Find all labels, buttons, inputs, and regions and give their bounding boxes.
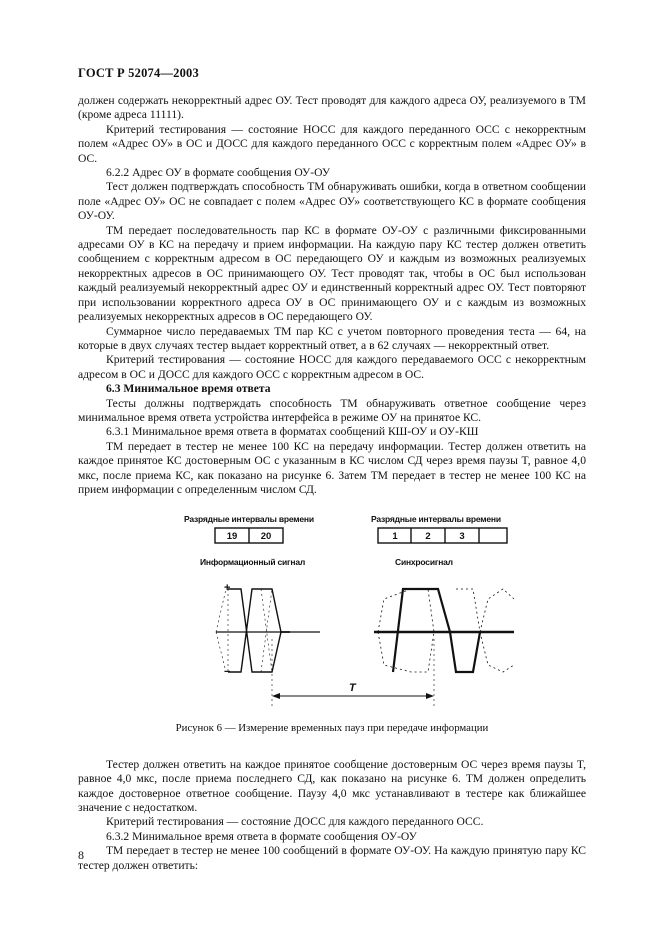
paragraphs-top — [78, 94, 586, 497]
paragraph: ТМ передает в тестер не менее 100 КС на передачу информации. Тестер должен ответить на каждое принятое КС достоверным ОС с указанным в КС числом СД через время паузы T, равное 4,0 мкс, после приема КС, как показано на рисунке 6. Затем ТМ передает в тестер не менее 100 КС на прием информации с определенным числом СД. — [78, 439, 586, 496]
paragraph: 6.3.2 Минимальное время ответа в формате сообщения ОУ-ОУ — [106, 829, 417, 843]
minus-sign: − — [224, 666, 231, 679]
timing-diagram — [78, 509, 586, 717]
cell-20: 20 — [260, 531, 272, 543]
paragraph: ТМ передает последовательность пар КС в формате ОУ-ОУ с различными фиксированными адресами ОУ в КС на передачу и прием информации. На каждую пару КС тестер должен ответить сообщением с корректным адресом в ОС передающего ОУ и каждым из возможных реализуемых некорректных адресов в ОС принимающего ОУ. Тест проводят так, чтобы в ОС был использован каждый реализуемый некорректный адрес ОУ и единственный корректный адрес ОУ. Тест повторяют при использовании корректного адреса ОУ в ОС принимающего ОУ и с каждым из возможных реализуемых некорректных адресов в ОС передающего ОУ. — [78, 223, 586, 324]
paragraph: должен содержать некорректный адрес ОУ. Тест проводят для каждого адреса ОУ, реализуемого в ТМ (кроме адреса 11111). — [78, 94, 586, 122]
page-content — [78, 94, 586, 873]
information-signal-label: Информационный сигнал — [200, 557, 306, 568]
paragraph: 6.3.1 Минимальное время ответа в форматах сообщений КШ-ОУ и ОУ-КШ — [106, 425, 479, 439]
paragraph: Тесты должны подтверждать способность ТМ обнаруживать ответное сообщение через минимальное время ответа устройства интерфейса в режиме ОУ на принятое КС. — [78, 396, 586, 424]
paragraph: Тест должен подтверждать способность ТМ обнаруживать ошибки, когда в ответном сообщении поле «Адрес ОУ» ОС не совпадает с полем «Адрес ОУ» соответствующего КС в формате сообщения ОУ-ОУ. — [78, 180, 586, 223]
cell-1: 1 — [392, 531, 398, 543]
cell-3: 3 — [459, 531, 465, 543]
t-label: T — [349, 682, 356, 695]
paragraph: Критерий тестирования — состояние НОСС для каждого переданного ОСС с некорректным полем «Адрес ОУ» в ОС и ДОСС для каждого переданного ОСС с корректным полем «Адрес ОУ» в ОС. — [78, 122, 586, 165]
figure-caption: Рисунок 6 — Измерение временных пауз при передаче информации — [175, 722, 489, 735]
paragraph: Критерий тестирования — состояние ДОСС для каждого переданного ОСС. — [106, 815, 484, 829]
plus-sign: + — [224, 582, 231, 595]
paragraph: Суммарное число передаваемых ТМ пар КС с учетом повторного проведения теста — 64, на которые в двух случаях тестер выдает корректный ответ, а в 62 случаях — некорректный ответ. — [78, 324, 586, 352]
sync-signal — [378, 589, 514, 672]
paragraph: Критерий тестирования — состояние НОСС для каждого передаваемого ОСС с некорректным адресом в ОС и ДОСС для каждого ОСС с корректным адресом в ОС. — [78, 353, 586, 381]
page-number: 8 — [78, 848, 84, 862]
document-header: ГОСТ Р 52074—2003 — [78, 66, 199, 80]
information-signal — [216, 589, 290, 672]
paragraph: ТМ передает в тестер не менее 100 сообщений в формате ОУ-ОУ. На каждую принятую пару КС тестер должен ответить: — [78, 844, 586, 872]
right-title: Разрядные интервалы времени — [371, 514, 501, 525]
cell-19: 19 — [226, 531, 238, 543]
paragraphs-bottom — [78, 758, 586, 873]
sync-signal-label: Синхросигнал — [395, 557, 453, 568]
paragraph: 6.3 Минимальное время ответа — [106, 382, 271, 396]
cell-2: 2 — [425, 531, 431, 543]
paragraph: 6.2.2 Адрес ОУ в формате сообщения ОУ-ОУ — [106, 166, 331, 180]
figure-6 — [78, 509, 586, 717]
left-title: Разрядные интервалы времени — [184, 514, 314, 525]
paragraph: Тестер должен ответить на каждое принятое сообщение достоверным ОС через время паузы T, равное 4,0 мкс, после приема последнего СД, как показано на рисунке 6. ТМ должен определить каждое достоверное ответное сообщение. Паузу 4,0 мкс устанавливают в тестере как ближайшее значение с недостатком. — [78, 757, 586, 814]
